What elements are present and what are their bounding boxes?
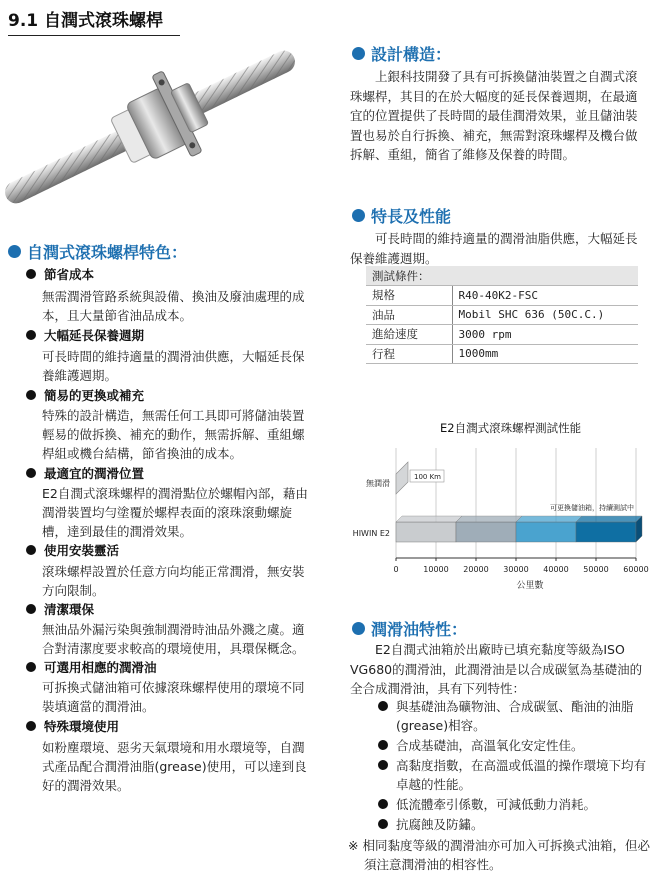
- x-tick-label: 0: [393, 565, 399, 574]
- table-cell-value: R40-40K2-FSC: [452, 286, 638, 306]
- x-tick-label: 20000: [463, 565, 489, 574]
- lubricant-feature: [378, 736, 646, 755]
- bullet-icon: [26, 390, 36, 400]
- feature-body: 如粉塵環境、惡劣天氣環境和用水環境等，自潤式產品配合潤滑油脂(grease)使用，可以達到良好的潤滑效果。: [42, 740, 307, 793]
- feature-body: 無需潤滑管路系統與設備、換油及廢油處理的成本，且大量節省油品成本。: [42, 289, 305, 323]
- performance-chart: [340, 440, 660, 600]
- bullet-icon: [26, 545, 36, 555]
- x-tick-label: 60000: [623, 565, 649, 574]
- table-row: [366, 286, 638, 306]
- ball-screw-photo: [0, 42, 300, 212]
- table-row: [366, 305, 638, 325]
- feature-title: [26, 658, 157, 676]
- bullet-icon: [378, 819, 388, 829]
- feature-title-text: 使用安裝靈活: [44, 543, 120, 558]
- bar-segment: [516, 522, 576, 542]
- feature-title-text: 可選用相應的潤滑油: [44, 660, 157, 675]
- feature-title-text: 節省成本: [44, 267, 95, 282]
- feature-body: 可長時間的維持適量的潤滑油供應，大幅延長保養維護週期。: [42, 349, 305, 383]
- features-heading-text: 自潤式滾珠螺桿特色：: [27, 243, 188, 262]
- feature-title-text: 最適宜的潤滑位置: [44, 466, 145, 481]
- feature-body: 可拆換式儲油箱可依據滾珠螺桿使用的環境不同裝填適當的潤滑油。: [42, 680, 305, 714]
- data-label: 100 Km: [414, 473, 441, 481]
- performance-heading: [352, 204, 451, 227]
- lubricant-heading-text: 潤滑油特性：: [371, 620, 468, 639]
- lubricant-feature-text: 低流體牽引係數，可減低動力消耗。: [396, 797, 597, 812]
- table-cell-label: 規格: [366, 286, 452, 306]
- feature-title-text: 大幅延長保養週期: [44, 328, 145, 343]
- table-row: [366, 325, 638, 345]
- lubricant-feature: [378, 756, 646, 794]
- lubricant-feature: [378, 697, 646, 735]
- bullet-icon: [26, 604, 36, 614]
- bar-segment-top: [456, 516, 522, 522]
- feature-title-text: 清潔環保: [44, 602, 95, 617]
- feature-title: [26, 326, 144, 344]
- feature-title: [26, 717, 119, 735]
- test-conditions-table: [366, 266, 638, 364]
- category-label: HIWIN E2: [352, 529, 390, 538]
- bullet-icon: [378, 740, 388, 750]
- table-cell-label: 行程: [366, 344, 452, 364]
- bullet-icon: [26, 468, 36, 478]
- feature-title-text: 簡易的更換或補充: [44, 388, 145, 403]
- bar-segment-top: [576, 516, 642, 522]
- x-tick-label: 10000: [423, 565, 449, 574]
- bullet-icon: [352, 209, 365, 222]
- page-title: 9.1 自潤式滾珠螺桿: [8, 11, 164, 31]
- bullet-icon: [378, 701, 388, 711]
- design-heading-text: 設計構造：: [371, 45, 452, 64]
- table-cell-value: Mobil SHC 636 (50C.C.): [452, 305, 638, 325]
- bar-segment: [396, 522, 456, 542]
- bullet-icon: [26, 269, 36, 279]
- bullet-icon: [378, 799, 388, 809]
- bar-no-lubrication: [396, 462, 408, 494]
- feature-body: 無油品外漏污染與強制潤滑時油品外濺之虞。適合對清潔度要求較高的環境使用，具環保概念。: [42, 622, 305, 656]
- bar-segment: [576, 522, 636, 542]
- lubricant-paragraph: E2自潤式油箱於出廠時已填充黏度等級為ISO VG680的潤滑油，此潤滑油是以合成碳氫為基礎油的全合成潤滑油，具有下列特性：: [350, 642, 643, 696]
- lubricant-feature-text: 與基礎油為礦物油、合成碳氫、酯油的油脂(grease)相容。: [396, 699, 634, 733]
- page-title-block: [8, 6, 180, 36]
- table-cell-value: 1000mm: [452, 344, 638, 364]
- feature-body: E2自潤式滾珠螺桿的潤滑點位於螺帽內部，藉由潤滑裝置均勻塗覆於螺桿表面的滾珠滾動螺旋槽，達到最佳的潤滑效果。: [42, 486, 308, 539]
- bullet-icon: [352, 47, 365, 60]
- design-paragraph: 上銀科技開發了具有可拆換儲油裝置之自潤式滾珠螺桿，其目的在於大幅度的延長保養週期，在最適宜的位置提供了長時間的最佳潤滑效果，並且儲油裝置也易於自行拆換、補充，無需對滾珠螺桿及機台做拆解、重組，簡省了維修及保養的時間。: [350, 69, 638, 162]
- lubricant-note: ※ 相同黏度等級的潤滑油亦可加入可拆換式油箱，但必須注意潤滑油的相容性。: [348, 838, 650, 872]
- feature-title: [26, 265, 94, 283]
- table-row: [366, 344, 638, 364]
- bar-segment-top: [516, 516, 582, 522]
- bar-segment: [456, 522, 516, 542]
- feature-title: [26, 386, 144, 404]
- feature-body: 滾珠螺桿設置於任意方向均能正常潤滑，無安裝方向限制。: [42, 564, 305, 598]
- lubricant-feature-text: 抗腐蝕及防鏽。: [396, 817, 484, 832]
- x-tick-label: 50000: [583, 565, 609, 574]
- feature-title: [26, 600, 94, 618]
- x-axis-label: 公里數: [516, 581, 544, 591]
- lubricant-feature: [378, 815, 646, 834]
- lubricant-feature-text: 合成基礎油，高溫氧化安定性佳。: [396, 738, 584, 753]
- features-heading: [8, 240, 187, 263]
- feature-title: [26, 464, 144, 482]
- lubricant-heading: [352, 617, 467, 640]
- category-label: 無潤滑: [366, 479, 390, 488]
- table-cell-label: 進給速度: [366, 325, 452, 345]
- table-header-row: [366, 266, 638, 286]
- performance-heading-text: 特長及性能: [371, 207, 452, 226]
- performance-paragraph: 可長時間的維持適量的潤滑油脂供應，大幅延長保養維護週期。: [350, 231, 638, 266]
- bullet-icon: [26, 330, 36, 340]
- bullet-icon: [26, 721, 36, 731]
- feature-body: 特殊的設計構造，無需任何工具即可將儲油裝置輕易的做拆換、補充的動作，無需拆解、重組螺桿組或機台結構，節省換油的成本。: [42, 408, 305, 461]
- lubricant-feature-text: 高黏度指數，在高溫或低溫的操作環境下均有卓越的性能。: [396, 758, 647, 792]
- bullet-icon: [8, 245, 21, 258]
- bullet-icon: [26, 662, 36, 672]
- table-header: 測試條件：: [366, 266, 638, 286]
- feature-title: [26, 541, 119, 559]
- table-cell-value: 3000 rpm: [452, 325, 638, 345]
- bullet-icon: [352, 622, 365, 635]
- bullet-icon: [378, 760, 388, 770]
- table-cell-label: 油品: [366, 305, 452, 325]
- lubricant-feature: [378, 795, 646, 814]
- x-tick-label: 40000: [543, 565, 569, 574]
- chart-title: E2自潤式滾珠螺桿測試性能: [440, 421, 582, 435]
- data-label: 可更換儲油箱，持續測試中: [550, 504, 634, 512]
- design-heading: [352, 42, 451, 65]
- feature-title-text: 特殊環境使用: [44, 719, 120, 734]
- x-tick-label: 30000: [503, 565, 529, 574]
- bar-segment-top: [396, 516, 462, 522]
